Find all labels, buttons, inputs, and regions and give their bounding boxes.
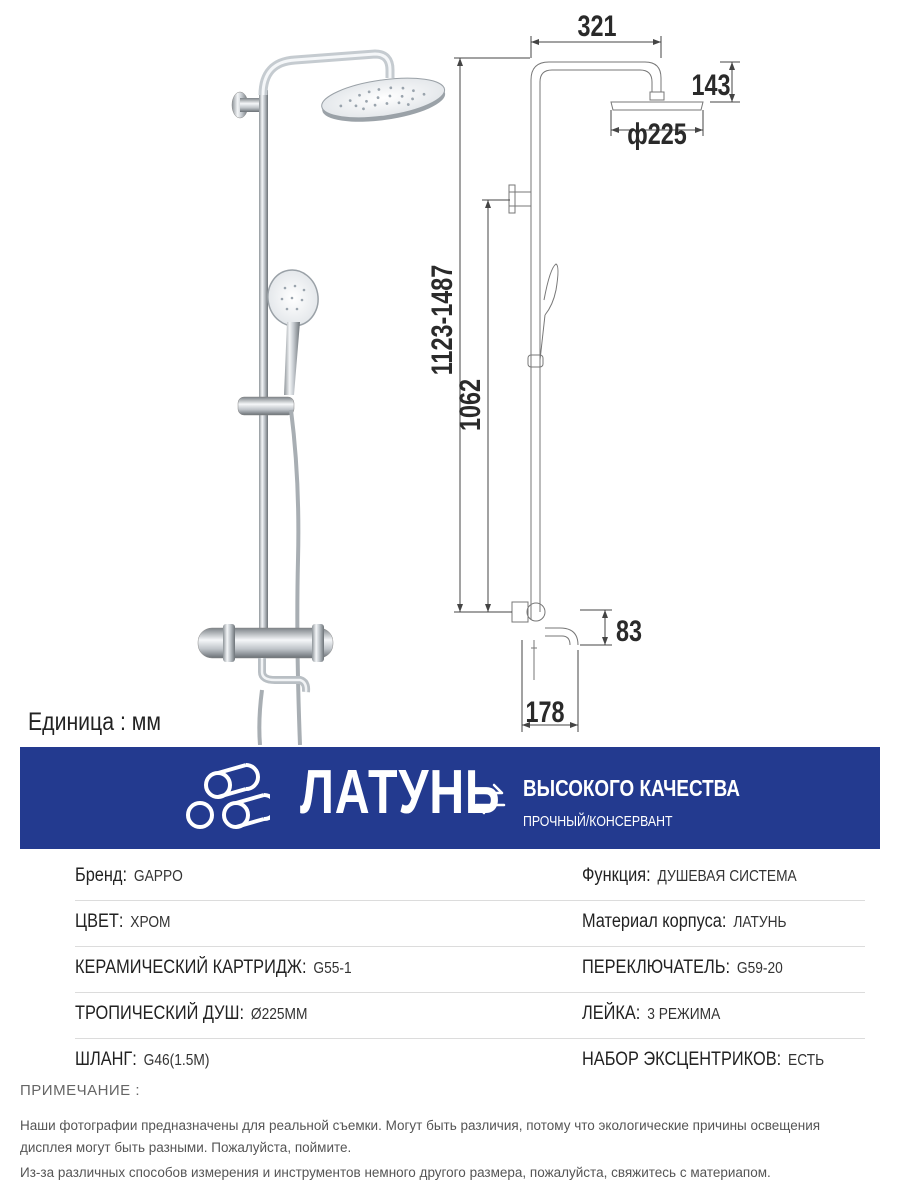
spec-row bbox=[75, 947, 865, 993]
dim-total-height: 1123-1487 bbox=[425, 264, 459, 376]
banner-subtext: ПРОЧНЫЙ/КОНСЕРВАНТ bbox=[523, 813, 673, 830]
dim-spout-length: 178 bbox=[525, 695, 565, 729]
spec-value: G55-1 bbox=[313, 960, 352, 977]
spec-value: ЛАТУНЬ bbox=[733, 914, 787, 931]
banner-title: ЛАТУНЬ bbox=[300, 758, 501, 827]
spec-value: ЕСТЬ bbox=[788, 1052, 825, 1069]
spec-value: G59-20 bbox=[736, 960, 783, 977]
exchange-arrows-icon bbox=[470, 779, 508, 819]
spec-value: ХРОМ bbox=[130, 914, 171, 931]
spec-key: ПЕРЕКЛЮЧАТЕЛЬ: bbox=[582, 957, 731, 978]
dimension-lines bbox=[454, 36, 740, 732]
spec-key: ЛЕЙКА: bbox=[582, 1003, 641, 1024]
note-text-secondary: Из-за различных способов измерения и инструментов немного другого размера, пожалуйста, свяжитесь с материапом. bbox=[20, 1165, 771, 1180]
spec-key: ЦВЕТ: bbox=[75, 911, 124, 932]
spec-key: ТРОПИЧЕСКИЙ ДУШ: bbox=[75, 1003, 245, 1024]
dim-top-width: 321 bbox=[577, 9, 617, 43]
brass-pipes-icon bbox=[180, 761, 270, 841]
spec-row bbox=[75, 1039, 865, 1084]
spec-value: Ø225ММ bbox=[250, 1006, 308, 1023]
spec-value: ДУШЕВАЯ СИСТЕМА bbox=[657, 868, 797, 885]
spec-key: Бренд: bbox=[75, 865, 128, 886]
dimension-arrows bbox=[457, 39, 735, 728]
spec-key: Материал корпуса: bbox=[582, 911, 727, 932]
spec-value: GAPPO bbox=[133, 868, 183, 885]
spec-row bbox=[75, 855, 865, 901]
unit-label: Единица : мм bbox=[28, 708, 161, 736]
dim-bar-height: 1062 bbox=[453, 378, 487, 432]
spec-table bbox=[75, 855, 865, 1084]
spec-value: 3 РЕЖИМА bbox=[647, 1006, 721, 1023]
spec-key: Функция: bbox=[582, 865, 651, 886]
material-banner bbox=[20, 747, 880, 849]
spec-row bbox=[75, 993, 865, 1039]
spec-key: НАБОР ЭКСЦЕНТРИКОВ: bbox=[582, 1049, 782, 1070]
spec-key: КЕРАМИЧЕСКИЙ КАРТРИДЖ: bbox=[75, 957, 307, 978]
technical-drawing bbox=[509, 62, 703, 680]
note-text: Наши фотографии предназначены для реальной съемки. Могут быть различия, потому что экологические причины освещения дисплея могут быть разными. Пожалуйста, поймите. bbox=[20, 1118, 821, 1155]
note-title: ПРИМЕЧАНИЕ : bbox=[20, 1082, 141, 1099]
dim-head-drop: 143 bbox=[691, 68, 731, 102]
spec-value: G46(1.5M) bbox=[143, 1052, 210, 1069]
spec-row bbox=[75, 901, 865, 947]
dim-head-diameter: ф225 bbox=[627, 117, 687, 151]
shower-photo bbox=[198, 54, 448, 745]
banner-subtitle: ВЫСОКОГО КАЧЕСТВА bbox=[523, 775, 740, 801]
spec-key: ШЛАНГ: bbox=[75, 1049, 137, 1070]
dim-spout-drop: 83 bbox=[615, 614, 643, 648]
